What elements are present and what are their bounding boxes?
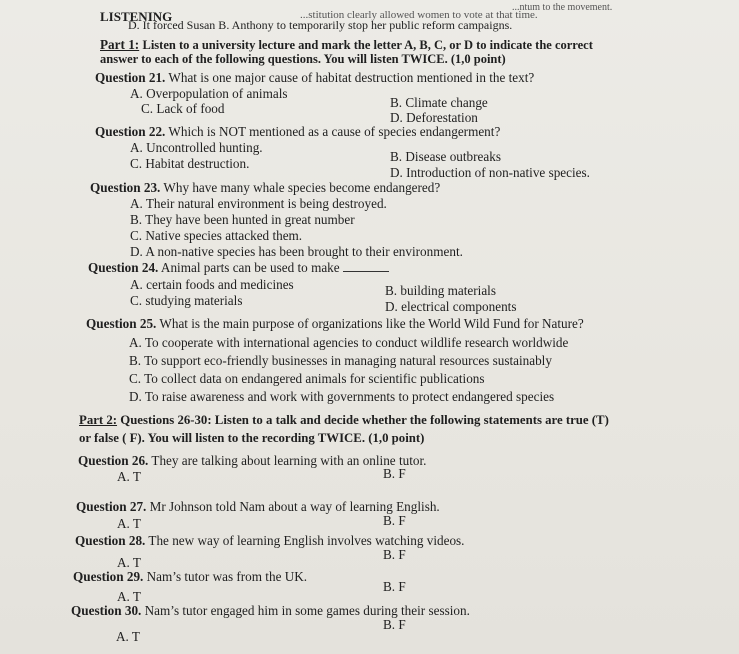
question-24 — [88, 260, 389, 275]
question-28 — [75, 533, 464, 548]
q29-option-f: B. F — [383, 579, 406, 594]
fragment-line-3: D. It forced Susan B. Anthony to temporarily stop her public reform campaigns. — [128, 18, 513, 32]
part2-instruction-line1 — [79, 413, 609, 428]
q24-option-d: D. electrical components — [385, 299, 517, 314]
question-text: Why have many whale species become endangered? — [163, 180, 441, 195]
q30-option-f: B. F — [383, 617, 406, 632]
part1-instruction-line1 — [100, 37, 593, 53]
q30-option-t: A. T — [116, 629, 140, 644]
part1-label: Part 1: — [100, 37, 140, 52]
question-number: Question 23. — [90, 180, 161, 195]
q22-option-a: A. Uncontrolled hunting. — [130, 140, 263, 155]
question-30 — [71, 603, 470, 618]
part2-label: Part 2: — [79, 413, 118, 427]
q22-option-d: D. Introduction of non-native species. — [390, 165, 590, 180]
q28-option-f: B. F — [383, 547, 406, 562]
question-text: What is the main purpose of organizations like the World Wild Fund for Nature? — [159, 316, 584, 331]
q21-option-c: C. Lack of food — [141, 101, 225, 116]
answer-blank — [343, 260, 389, 272]
question-text: Mr Johnson told Nam about a way of learning English. — [149, 499, 440, 514]
part2-instruction-text: Questions 26-30: Listen to a talk and decide whether the following statements are true (T) — [120, 413, 609, 427]
question-text: What is one major cause of habitat destruction mentioned in the text? — [168, 70, 535, 85]
question-number: Question 29. — [73, 569, 144, 584]
q26-option-t: A. T — [117, 469, 141, 484]
q21-option-d: D. Deforestation — [390, 110, 478, 125]
part1-instruction-line2: answer to each of the following questions. You will listen TWICE. (1,0 point) — [100, 52, 506, 66]
question-26 — [78, 453, 426, 468]
q27-option-t: A. T — [117, 516, 141, 531]
q23-option-a: A. Their natural environment is being destroyed. — [130, 196, 387, 211]
question-number: Question 28. — [75, 533, 146, 548]
question-number: Question 24. — [88, 260, 159, 275]
q24-option-a: A. certain foods and medicines — [130, 277, 294, 292]
question-text: They are talking about learning with an online tutor. — [151, 453, 427, 468]
question-21 — [95, 70, 534, 85]
question-number: Question 26. — [78, 453, 149, 468]
q22-option-b: B. Disease outbreaks — [390, 149, 501, 164]
question-25 — [86, 316, 584, 331]
question-number: Question 22. — [95, 124, 166, 139]
fragment-line-1: ...ntum to the movement. — [512, 2, 613, 13]
q25-option-a: A. To cooperate with international agencies to conduct wildlife research worldwide — [129, 335, 569, 350]
question-number: Question 27. — [76, 499, 147, 514]
question-27 — [76, 499, 440, 514]
question-23 — [90, 180, 440, 195]
fragment-line-2: ...stitution clearly allowed women to vote at that time. — [300, 9, 538, 21]
question-text: Nam’s tutor engaged him in some games during their session. — [144, 603, 470, 618]
question-text: Nam’s tutor was from the UK. — [146, 569, 308, 584]
q25-option-b: B. To support eco-friendly businesses in managing natural resources sustainably — [129, 353, 552, 368]
question-text: The new way of learning English involves watching videos. — [148, 533, 465, 548]
question-29 — [73, 569, 307, 584]
q22-option-c: C. Habitat destruction. — [130, 156, 250, 171]
q24-option-b: B. building materials — [385, 283, 496, 298]
q24-option-c: C. studying materials — [130, 293, 243, 308]
part2-instruction-line2: or false ( F). You will listen to the recording TWICE. (1,0 point) — [79, 431, 425, 445]
question-text: Which is NOT mentioned as a cause of species endangerment? — [168, 124, 501, 139]
part1-instruction-text: Listen to a university lecture and mark the letter A, B, C, or D to indicate the correct — [142, 38, 593, 52]
q28-option-t: A. T — [117, 555, 141, 570]
q21-option-a: A. Overpopulation of animals — [130, 86, 288, 101]
q23-option-d: D. A non-native species has been brought to their environment. — [130, 244, 463, 259]
q29-option-t: A. T — [117, 589, 141, 604]
q23-option-c: C. Native species attacked them. — [130, 228, 303, 243]
q21-option-b: B. Climate change — [390, 95, 488, 110]
q23-option-b: B. They have been hunted in great number — [130, 212, 355, 227]
question-text: Animal parts can be used to make — [160, 260, 340, 275]
question-number: Question 21. — [95, 70, 166, 85]
question-22 — [95, 124, 500, 139]
q26-option-f: B. F — [383, 466, 406, 481]
section-title: LISTENING — [100, 9, 173, 24]
q25-option-c: C. To collect data on endangered animals for scientific publications — [129, 371, 485, 386]
q25-option-d: D. To raise awareness and work with governments to protect endangered species — [129, 389, 555, 404]
question-number: Question 25. — [86, 316, 157, 331]
q27-option-f: B. F — [383, 513, 406, 528]
question-number: Question 30. — [71, 603, 142, 618]
